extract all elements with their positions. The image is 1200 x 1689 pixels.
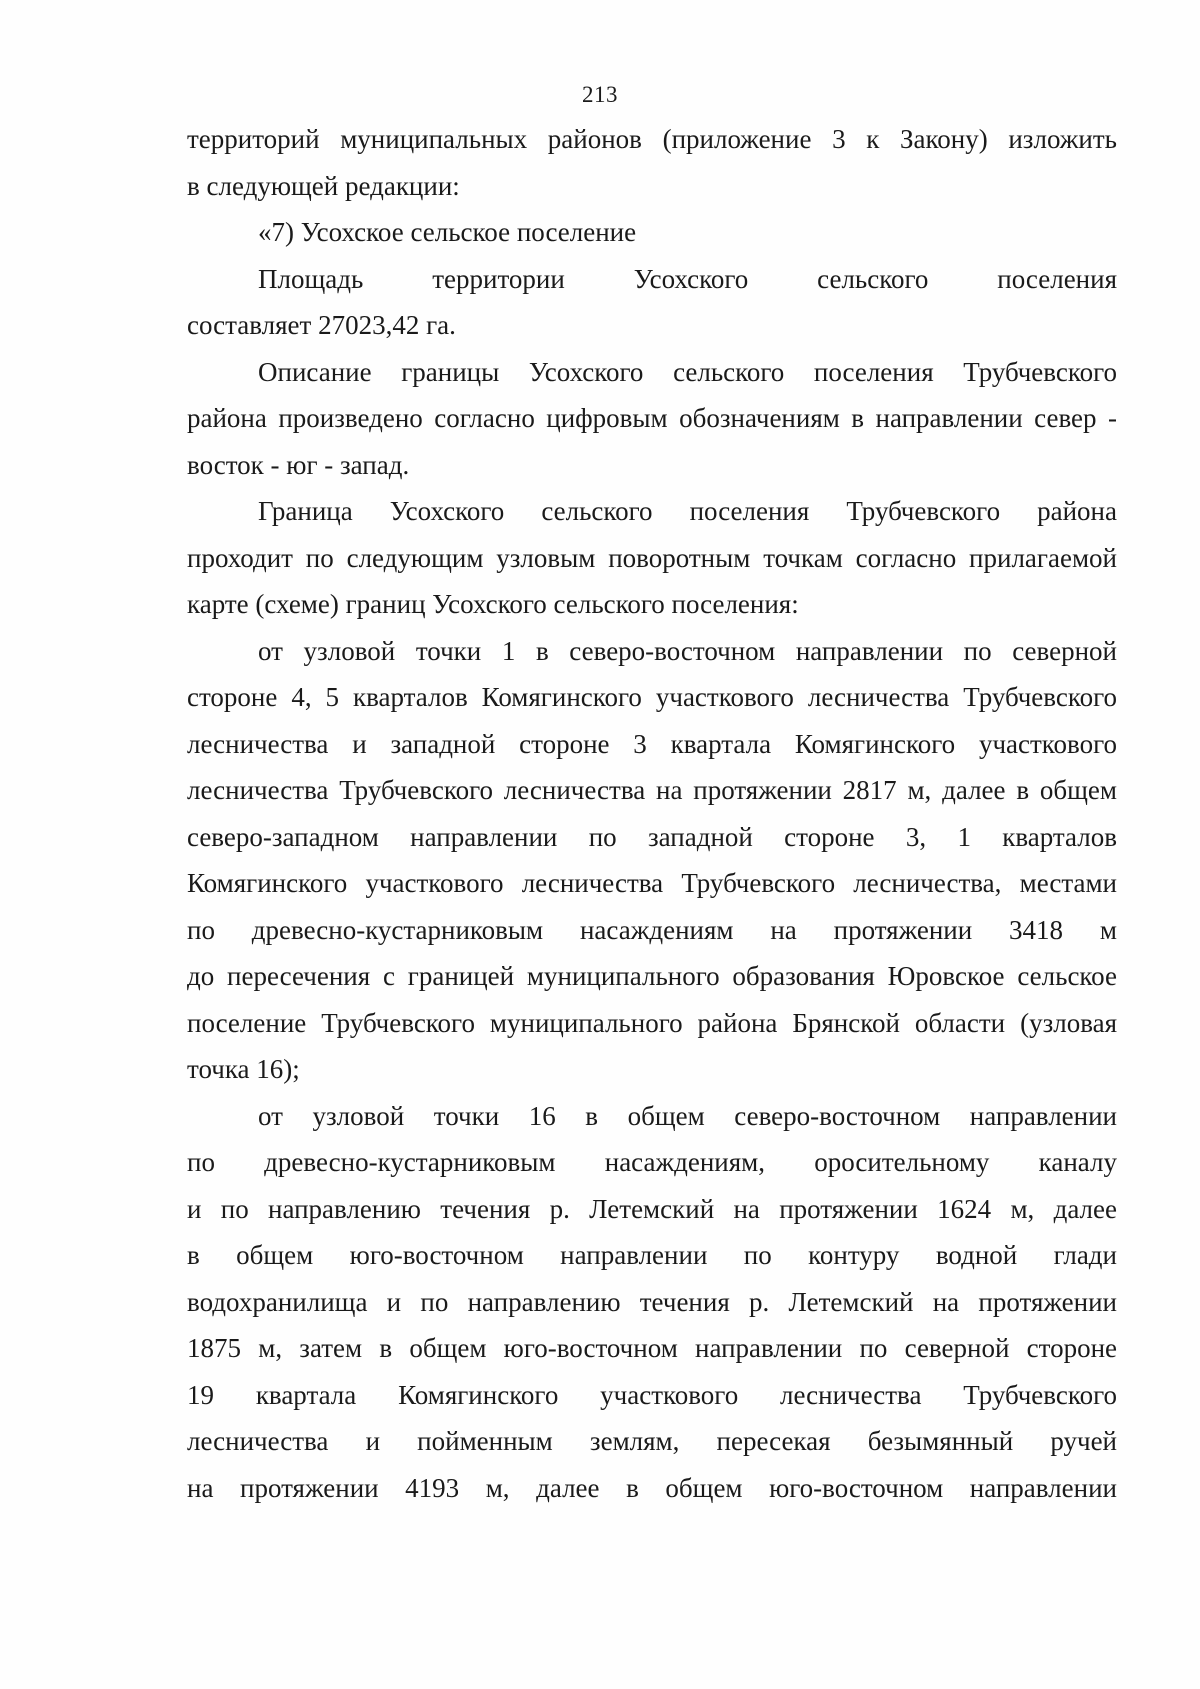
text-line: по древесно-кустарниковым насаждениям, оросительному каналу — [187, 1147, 1117, 1177]
page-number: 213 — [582, 82, 618, 107]
text-line: до пересечения с границей муниципального образования Юровское сельское — [187, 961, 1117, 991]
text-line: от узловой точки 16 в общем северо-восточном направлении — [258, 1100, 1117, 1131]
text-line: водохранилища и по направлению течения р. Летемский на протяжении — [187, 1286, 1117, 1317]
text-line: составляет 27023,42 га. — [187, 310, 456, 340]
text-line: и по направлению течения р. Летемский на протяжении 1624 м, далее — [187, 1193, 1117, 1224]
text-line: восток - юг - запад. — [187, 449, 410, 480]
paragraph-description — [187, 349, 1117, 489]
paragraph-boundary — [187, 488, 1117, 628]
text-line: территорий муниципальных районов (приложение 3 к Закону) изложить — [187, 124, 1117, 154]
text-line: по древесно-кустарниковым насаждениям на протяжении 3418 м — [187, 914, 1117, 945]
text-line: Граница Усохского сельского поселения Трубчевского района — [258, 496, 1117, 526]
text-line: северо-западном направлении по западной стороне 3, 1 кварталов — [187, 821, 1117, 852]
paragraph-heading — [187, 209, 1117, 256]
text-line: Описание границы Усохского сельского поселения Трубчевского — [258, 356, 1117, 387]
document-body — [187, 116, 1117, 1511]
text-line: проходит по следующим узловым поворотным точкам согласно прилагаемой — [187, 542, 1117, 573]
text-line: лесничества Трубчевского лесничества на протяжении 2817 м, далее в общем — [187, 775, 1117, 805]
paragraph-point-1 — [187, 628, 1117, 1093]
text-line: от узловой точки 1 в северо-восточном направлении по северной — [258, 635, 1117, 666]
text-line: стороне 4, 5 кварталов Комягинского участкового лесничества Трубчевского — [187, 682, 1117, 712]
text-line: карте (схеме) границ Усохского сельского поселения: — [187, 589, 799, 619]
text-line: 1875 м, затем в общем юго-восточном направлении по северной стороне — [187, 1333, 1117, 1363]
text-line: на протяжении 4193 м, далее в общем юго-восточном направлении — [187, 1472, 1117, 1503]
text-line: в следующей редакции: — [187, 170, 460, 201]
text-line: 19 квартала Комягинского участкового лесничества Трубчевского — [187, 1379, 1117, 1410]
text-line: Комягинского участкового лесничества Трубчевского лесничества, местами — [187, 868, 1117, 898]
paragraph-point-16 — [187, 1093, 1117, 1512]
section-heading: «7) Усохское сельское поселение — [258, 217, 637, 247]
text-line: Площадь территории Усохского сельского поселения — [258, 263, 1117, 294]
paragraph-area — [187, 256, 1117, 349]
text-line: в общем юго-восточном направлении по контуру водной глади — [187, 1240, 1117, 1270]
text-line: района произведено согласно цифровым обозначениям в направлении север - — [187, 403, 1117, 433]
text-line: лесничества и пойменным землям, пересекая безымянный ручей — [187, 1426, 1117, 1456]
text-line: лесничества и западной стороне 3 квартала Комягинского участкового — [187, 728, 1117, 759]
paragraph-intro — [187, 116, 1117, 209]
text-line: точка 16); — [187, 1054, 300, 1084]
text-line: поселение Трубчевского муниципального района Брянской области (узловая — [187, 1007, 1117, 1038]
